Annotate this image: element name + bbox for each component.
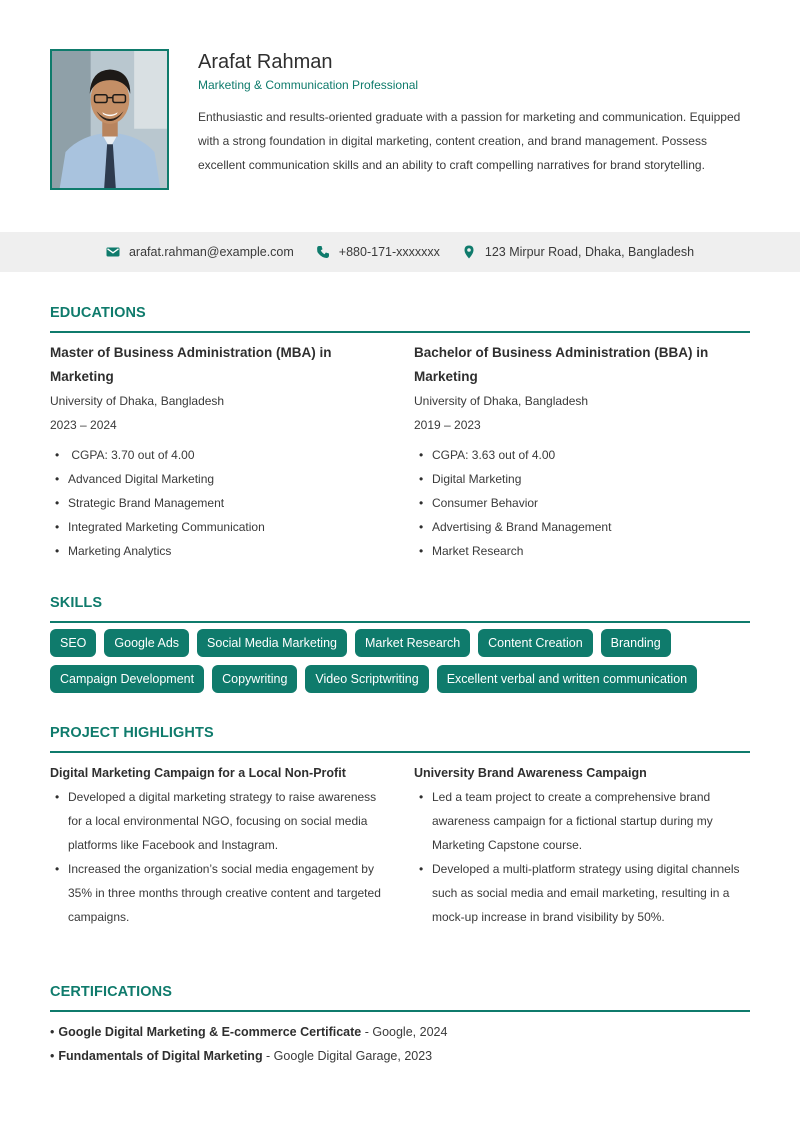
list-item: • Developed a digital marketing strategy to raise awareness for a local environmental NGO, focusing on social media platforms like Facebook and Instagram. <box>50 785 386 857</box>
section-divider <box>50 621 750 623</box>
skill-tag: Copywriting <box>212 665 297 693</box>
project-bullets <box>414 785 750 929</box>
certificate-name: Google Digital Marketing & E-commerce Certificate <box>58 1025 362 1039</box>
list-item: • Strategic Brand Management <box>50 491 380 515</box>
certificate-name: Fundamentals of Digital Marketing <box>58 1049 263 1063</box>
candidate-name: Arafat Rahman <box>198 51 333 73</box>
education-entry <box>414 341 744 563</box>
degree-title: Master of Business Administration (MBA) in Marketing <box>50 345 332 384</box>
projects-section <box>50 725 750 973</box>
resume-header <box>50 49 750 209</box>
location-pin-icon <box>462 245 476 259</box>
education-entry <box>50 341 380 563</box>
skill-tag: Excellent verbal and written communication <box>437 665 697 693</box>
section-title: PROJECT HIGHLIGHTS <box>50 725 214 741</box>
section-title: CERTIFICATIONS <box>50 984 172 1000</box>
project-bullets <box>50 785 386 929</box>
section-title: SKILLS <box>50 595 103 611</box>
skills-section <box>50 595 750 693</box>
email-text: arafat.rahman@example.com <box>128 245 294 259</box>
list-item: • Led a team project to create a comprehensive brand awareness campaign for a fictional startup during my Marketing Capstone course. <box>414 785 750 857</box>
skill-tag: SEO <box>50 629 96 657</box>
contact-address <box>462 245 694 259</box>
list-item: • Developed a multi-platform strategy using digital channels such as social media and email marketing, resulting in a mock-up increase in brand visibility by 50%. <box>414 857 750 929</box>
project-title: Digital Marketing Campaign for a Local Non-Profit <box>50 766 346 780</box>
contact-email[interactable] <box>106 245 294 259</box>
list-item: • Increased the organization’s social media engagement by 35% in three months through creative content and targeted campaigns. <box>50 857 386 929</box>
phone-text: +880-171-xxxxxxx <box>338 245 440 259</box>
skill-tag: Video Scriptwriting <box>305 665 428 693</box>
section-title: EDUCATIONS <box>50 305 146 321</box>
education-years: 2019 – 2023 <box>414 418 481 432</box>
list-item: • Market Research <box>414 539 744 563</box>
section-divider <box>50 1010 750 1012</box>
bullet-glyph: • <box>50 1049 55 1063</box>
list-item: • Integrated Marketing Communication <box>50 515 380 539</box>
list-item: • CGPA: 3.70 out of 4.00 <box>50 443 380 467</box>
bullet-glyph: • <box>50 1025 55 1039</box>
skill-tag: Branding <box>601 629 671 657</box>
profile-summary: Enthusiastic and results-oriented graduate with a passion for marketing and communication. Equipped with a strong foundation in digital marketing, content creation, and brand management. Possess excellent communication skills and an ability to craft compelling narratives for brand storytelling. <box>198 110 741 172</box>
skill-tag: Market Research <box>355 629 470 657</box>
candidate-role: Marketing & Communication Professional <box>198 78 419 92</box>
list-item: • Advanced Digital Marketing <box>50 467 380 491</box>
certification-list <box>50 1020 750 1068</box>
profile-photo <box>50 49 169 190</box>
school-name: University of Dhaka, Bangladesh <box>50 394 225 408</box>
certifications-section <box>50 984 750 1068</box>
list-item <box>50 1020 750 1044</box>
certificate-issuer: - Google Digital Garage, 2023 <box>262 1049 433 1063</box>
list-item <box>50 1044 750 1068</box>
contact-bar <box>0 232 800 272</box>
skill-tag: Social Media Marketing <box>197 629 347 657</box>
list-item: • Marketing Analytics <box>50 539 380 563</box>
certificate-issuer: - Google, 2024 <box>361 1025 448 1039</box>
skill-tag: Google Ads <box>104 629 189 657</box>
profile-photo-image <box>52 51 167 188</box>
list-item: • Advertising & Brand Management <box>414 515 744 539</box>
project-entry <box>50 761 386 929</box>
project-entry <box>414 761 750 929</box>
project-title: University Brand Awareness Campaign <box>414 766 647 780</box>
skill-tag: Content Creation <box>478 629 593 657</box>
list-item: • Consumer Behavior <box>414 491 744 515</box>
email-icon <box>106 245 120 259</box>
phone-icon <box>316 245 330 259</box>
course-list <box>50 443 380 563</box>
degree-title: Bachelor of Business Administration (BBA) in Marketing <box>414 345 709 384</box>
contact-phone[interactable] <box>316 245 440 259</box>
course-list <box>414 443 744 563</box>
education-section <box>50 305 750 573</box>
list-item: • Digital Marketing <box>414 467 744 491</box>
list-item: • CGPA: 3.63 out of 4.00 <box>414 443 744 467</box>
skills-list <box>50 629 750 693</box>
education-years: 2023 – 2024 <box>50 418 117 432</box>
school-name: University of Dhaka, Bangladesh <box>414 394 589 408</box>
address-text: 123 Mirpur Road, Dhaka, Bangladesh <box>484 245 695 259</box>
skill-tag: Campaign Development <box>50 665 204 693</box>
